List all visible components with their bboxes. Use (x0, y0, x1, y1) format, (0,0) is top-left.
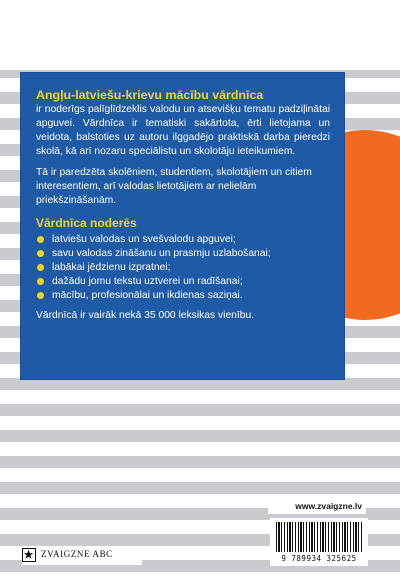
list-item-text: mācību, profesionālai un ikdienas saziņai. (52, 290, 243, 301)
bullet-dot-icon (37, 278, 44, 285)
list-item (36, 233, 330, 247)
publisher-name: ZVAIGZNE ABC (41, 549, 113, 559)
top-margin (0, 0, 400, 70)
bullet-dot-icon (37, 292, 44, 299)
publisher-logo (22, 547, 142, 565)
uses-list (36, 233, 330, 303)
description-content (36, 88, 330, 323)
website-label-box (268, 500, 366, 514)
bullet-dot-icon (37, 250, 44, 257)
isbn-number: 9 789934 325625 (281, 554, 357, 563)
website-url: www.zvaigzne.lv (295, 501, 362, 511)
list-item (36, 275, 330, 289)
list-item-text: latviešu valodas un svešvalodu apguvei; (52, 234, 236, 245)
star-in-square-icon (22, 548, 36, 562)
barcode-icon (276, 522, 362, 552)
entry-count-text: Vārdnīcā ir vairāk nekā 35 000 leksikas vienību. (36, 310, 255, 321)
list-item-text: labākai jēdzienu izpratnei; (52, 262, 171, 273)
description-panel (20, 72, 345, 380)
book-title: Angļu-latviešu-krievu mācību vārdnīca (36, 88, 264, 102)
uses-heading: Vārdnīca noderēs (36, 216, 137, 230)
bullet-dot-icon (37, 264, 44, 271)
bullet-dot-icon (37, 236, 44, 243)
list-item (36, 289, 330, 303)
audience-text: Tā ir paredzēta skolēniem, studentiem, skolotājiem un citiem interesentiem, arī valodas lietotājiem ar nelielām priekšzināšanām. (36, 167, 312, 206)
book-intro: ir noderīgs palīglīdzeklis valodu un atsevišķu tematu padziļinātai apguvei. Vārdnīca ir tematiski sakārtota, ērti lietojama un veidota, balstoties uz autoru ilggadējo praktiskā darba pieredzi skolā, kā arī nozaru speciālistu un skolotāju ieteikumiem. (36, 104, 330, 157)
list-item (36, 261, 330, 275)
list-item (36, 247, 330, 261)
list-item-text: dažādu jomu tekstu uztverei un radīšanai; (52, 276, 243, 287)
list-item-text: savu valodas zināšanu un prasmju uzlabošanai; (52, 248, 271, 259)
barcode-block (270, 518, 368, 566)
